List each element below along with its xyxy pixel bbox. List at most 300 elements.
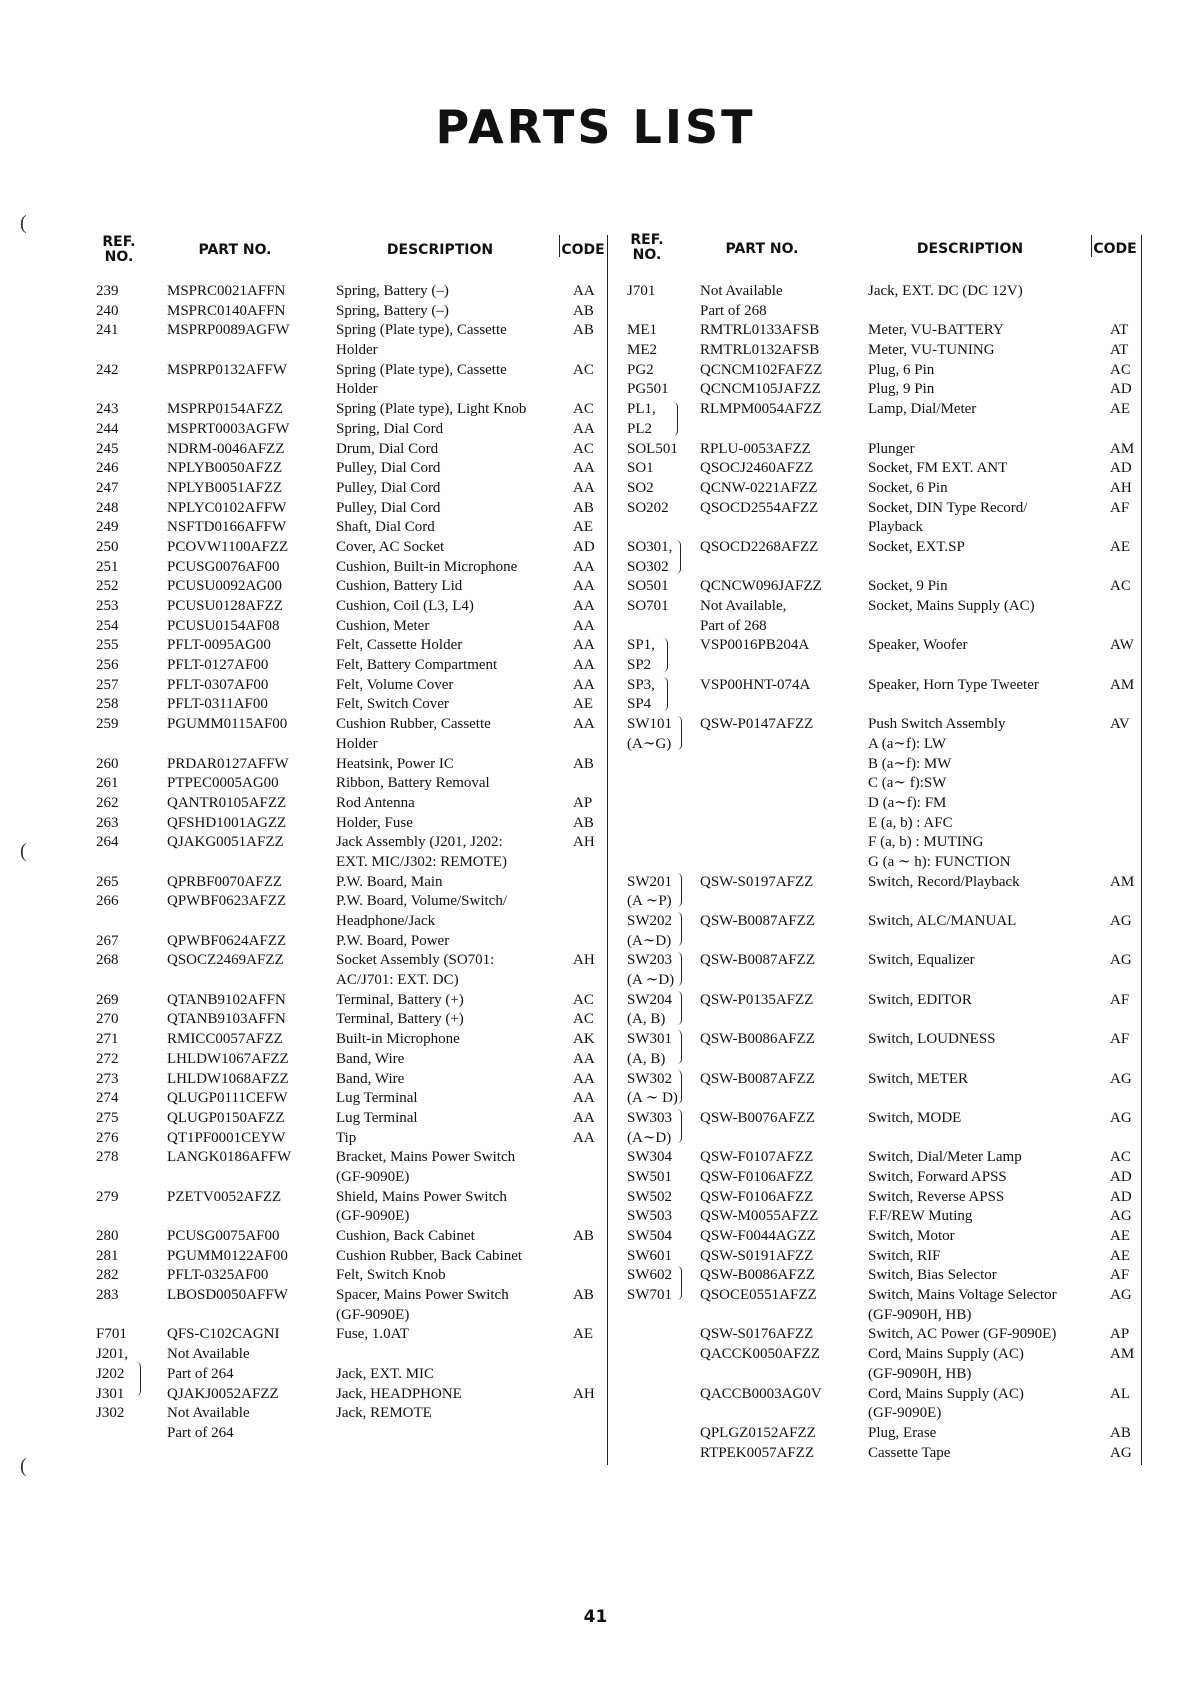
- part-no-cell: RMTRL0132AFSB: [700, 342, 820, 359]
- part-no-cell: QSW-B0076AFZZ: [700, 1109, 816, 1126]
- description-cell: Socket, Mains Supply (AC): [868, 598, 1035, 614]
- ref-no-cell: SO701: [627, 598, 669, 614]
- part-no-cell: QSW-B0087AFZZ: [700, 1070, 816, 1087]
- code-cell: AC: [573, 1011, 594, 1028]
- part-no-cell: QLUGP0150AFZZ: [167, 1109, 285, 1126]
- ref-no-cell: SW302: [627, 1070, 672, 1087]
- code-cell: AF: [1110, 1031, 1130, 1048]
- description-cell: Cushion Rubber, Back Cabinet: [336, 1247, 523, 1264]
- code-cell: AA: [573, 558, 595, 575]
- code-cell: AW: [1110, 637, 1134, 654]
- part-no-cell: MSPRP0132AFFW: [167, 361, 288, 378]
- code-cell: AH: [573, 952, 595, 969]
- code-cell: AM: [1110, 676, 1135, 693]
- part-no-cell: PCOVW1100AFZZ: [167, 538, 289, 555]
- part-no-cell: Part of 268: [700, 302, 767, 319]
- ref-no-cell: 272: [96, 1050, 119, 1067]
- description-cell: Fuse, 1.0AT: [336, 1326, 409, 1343]
- description-cell: Switch, Equalizer: [868, 952, 975, 969]
- code-cell: AG: [1110, 1444, 1132, 1461]
- description-cell: B (a∼f): MW: [868, 755, 952, 772]
- code-cell: AG: [1110, 1287, 1132, 1304]
- part-no-cell: PCUSG0075AF00: [167, 1228, 280, 1244]
- brace-mark: [662, 677, 668, 711]
- ref-no-cell: SP4: [627, 696, 652, 713]
- ref-no-cell: 247: [96, 479, 119, 496]
- code-cell: AA: [573, 598, 595, 614]
- code-cell: AA: [573, 1050, 595, 1067]
- code-cell: AF: [1110, 499, 1130, 516]
- ref-no-cell: F701: [96, 1326, 127, 1343]
- code-cell: AD: [1110, 381, 1132, 398]
- code-cell: AE: [1110, 538, 1130, 555]
- description-cell: F (a, b) : MUTING: [868, 834, 984, 851]
- part-no-cell: QSW-M0055AFZZ: [700, 1208, 819, 1225]
- description-cell: Spring (Plate type), Cassette: [336, 322, 507, 339]
- ref-no-cell: 243: [96, 401, 119, 418]
- header-code: CODE: [561, 242, 605, 258]
- ref-no-cell: 266: [96, 893, 119, 910]
- description-cell: Pulley, Dial Cord: [336, 460, 441, 477]
- description-cell: E (a, b) : AFC: [868, 814, 953, 831]
- brace-mark: [676, 952, 682, 986]
- description-cell: Switch, MODE: [868, 1109, 962, 1126]
- ref-no-cell: 281: [96, 1247, 119, 1264]
- description-cell: P.W. Board, Power: [336, 932, 450, 949]
- part-no-cell: MSPRT0003AGFW: [167, 420, 290, 437]
- code-cell: AD: [573, 538, 595, 555]
- description-cell: Playback: [868, 519, 923, 536]
- ref-no-cell: (A ∼D): [627, 972, 675, 989]
- part-no-cell: Not Available,: [700, 598, 787, 614]
- description-cell: AC/J701: EXT. DC): [336, 972, 459, 989]
- description-cell: Cushion, Back Cabinet: [336, 1228, 475, 1244]
- part-no-cell: QJAKG0051AFZZ: [167, 834, 284, 851]
- part-no-cell: QSW-P0135AFZZ: [700, 991, 814, 1008]
- description-cell: (GF-9090E): [336, 1208, 410, 1225]
- brace-mark: [675, 540, 681, 574]
- code-cell: AA: [573, 617, 595, 634]
- description-cell: Socket, 9 Pin: [868, 578, 948, 595]
- code-cell: AE: [573, 1326, 593, 1343]
- code-cell: AB: [573, 1228, 594, 1244]
- part-no-cell: QT1PF0001CEYW: [167, 1129, 286, 1146]
- part-no-cell: QSW-F0106AFZZ: [700, 1168, 814, 1185]
- column-rule: [559, 235, 560, 257]
- ref-no-cell: 258: [96, 696, 119, 713]
- page-number: 41: [583, 1607, 608, 1627]
- ref-no-cell: SW201: [627, 873, 672, 890]
- ref-no-cell: 267: [96, 932, 119, 949]
- description-cell: EXT. MIC/J302: REMOTE): [336, 853, 507, 870]
- description-cell: Jack, EXT. DC (DC 12V): [868, 283, 1023, 299]
- description-cell: Holder: [336, 381, 378, 398]
- description-cell: Felt, Cassette Holder: [336, 637, 463, 654]
- part-no-cell: MSPRP0089AGFW: [167, 322, 290, 339]
- description-cell: Switch, Record/Playback: [868, 873, 1020, 890]
- code-cell: AA: [573, 479, 595, 496]
- code-cell: AH: [1110, 479, 1132, 496]
- part-no-cell: QTANB9102AFFN: [167, 991, 286, 1008]
- part-no-cell: QSW-S0197AFZZ: [700, 873, 814, 890]
- part-no-cell: PFLT-0325AF00: [167, 1267, 269, 1284]
- ref-no-cell: 262: [96, 794, 119, 811]
- description-cell: Plug, 6 Pin: [868, 361, 935, 378]
- ref-no-cell: 245: [96, 440, 119, 457]
- code-cell: AV: [1110, 716, 1130, 733]
- part-no-cell: PFLT-0127AF00: [167, 657, 269, 674]
- code-cell: AC: [1110, 361, 1131, 378]
- description-cell: Built-in Microphone: [336, 1031, 460, 1048]
- description-cell: Jack, HEADPHONE: [336, 1385, 462, 1402]
- code-cell: AG: [1110, 952, 1132, 969]
- part-no-cell: QPWBF0624AFZZ: [167, 932, 287, 949]
- description-cell: Felt, Switch Knob: [336, 1267, 446, 1284]
- ref-no-cell: SW202: [627, 913, 672, 929]
- description-cell: Bracket, Mains Power Switch: [336, 1149, 516, 1166]
- description-cell: Socket, 6 Pin: [868, 479, 948, 496]
- part-no-cell: NPLYB0051AFZZ: [167, 479, 283, 496]
- ref-no-cell: SW203: [627, 952, 672, 969]
- part-no-cell: RTPEK0057AFZZ: [700, 1444, 815, 1461]
- part-no-cell: QSW-F0044AGZZ: [700, 1228, 816, 1244]
- ref-no-cell: 260: [96, 755, 119, 772]
- code-cell: AG: [1110, 913, 1132, 929]
- part-no-cell: MSPRC0021AFFN: [167, 283, 286, 299]
- part-no-cell: QSW-S0191AFZZ: [700, 1247, 814, 1264]
- brace-mark: [676, 1109, 682, 1143]
- brace-mark: [676, 912, 682, 946]
- brace-mark: [135, 1362, 141, 1396]
- part-no-cell: QSW-P0147AFZZ: [700, 716, 814, 733]
- part-no-cell: RMTRL0133AFSB: [700, 322, 820, 339]
- description-cell: Lamp, Dial/Meter: [868, 401, 977, 418]
- ref-no-cell: 250: [96, 538, 119, 555]
- ref-no-cell: ME2: [627, 342, 657, 359]
- ref-no-cell: 276: [96, 1129, 119, 1146]
- description-cell: Cord, Mains Supply (AC): [868, 1346, 1024, 1363]
- description-cell: C (a∼ f):SW: [868, 775, 947, 792]
- ref-no-cell: SO302: [627, 558, 669, 575]
- ref-no-cell: 239: [96, 283, 119, 299]
- part-no-cell: QSOCD2554AFZZ: [700, 499, 819, 516]
- description-cell: Switch, Dial/Meter Lamp: [868, 1149, 1022, 1166]
- page-title: PARTS LIST: [435, 100, 756, 154]
- ref-no-cell: 251: [96, 558, 119, 575]
- code-cell: AK: [573, 1031, 595, 1048]
- part-no-cell: QCNW-0221AFZZ: [700, 479, 818, 496]
- part-no-cell: MSPRC0140AFFN: [167, 302, 286, 319]
- ref-no-cell: SW503: [627, 1208, 672, 1225]
- ref-no-cell: 268: [96, 952, 119, 969]
- part-no-cell: VSP0016PB204A: [700, 637, 810, 654]
- description-cell: Plunger: [868, 440, 915, 457]
- ref-no-cell: 269: [96, 991, 119, 1008]
- part-no-cell: MSPRP0154AFZZ: [167, 401, 283, 418]
- ref-no-cell: 278: [96, 1149, 119, 1166]
- description-cell: (GF-9090E): [336, 1168, 410, 1185]
- description-cell: Cassette Tape: [868, 1444, 951, 1461]
- part-no-cell: QFSHD1001AGZZ: [167, 814, 287, 831]
- ref-no-cell: (A∼D): [627, 932, 672, 949]
- ref-no-cell: SP3,: [627, 676, 655, 693]
- part-no-cell: QANTR0105AFZZ: [167, 794, 287, 811]
- description-cell: Socket, FM EXT. ANT: [868, 460, 1008, 477]
- description-cell: Jack Assembly (J201, J202:: [336, 834, 503, 851]
- code-cell: AB: [1110, 1424, 1131, 1441]
- description-cell: Pulley, Dial Cord: [336, 479, 441, 496]
- ref-no-cell: 256: [96, 657, 119, 674]
- code-cell: AE: [1110, 1247, 1130, 1264]
- description-cell: Band, Wire: [336, 1070, 405, 1087]
- part-no-cell: QSOCD2268AFZZ: [700, 538, 819, 555]
- description-cell: Band, Wire: [336, 1050, 405, 1067]
- header-code: CODE: [1093, 241, 1137, 257]
- ref-no-cell: 282: [96, 1267, 119, 1284]
- description-cell: A (a∼f): LW: [868, 735, 947, 752]
- part-no-cell: Part of 264: [167, 1365, 234, 1382]
- part-no-cell: QPWBF0623AFZZ: [167, 893, 287, 910]
- description-cell: Cushion, Battery Lid: [336, 578, 463, 595]
- description-cell: Spacer, Mains Power Switch: [336, 1287, 509, 1304]
- part-no-cell: PFLT-0095AG00: [167, 637, 271, 654]
- header-part-no: PART NO.: [725, 241, 799, 257]
- ref-no-cell: 265: [96, 873, 119, 890]
- part-no-cell: QCNCW096JAFZZ: [700, 578, 822, 595]
- part-no-cell: QCNCM105JAFZZ: [700, 381, 821, 398]
- description-cell: Switch, Mains Voltage Selector: [868, 1287, 1057, 1304]
- part-no-cell: Part of 264: [167, 1424, 234, 1441]
- brace-mark: [676, 873, 682, 907]
- code-cell: AB: [573, 814, 594, 831]
- description-cell: Speaker, Woofer: [868, 637, 968, 654]
- description-cell: Rod Antenna: [336, 794, 415, 811]
- ref-no-cell: 270: [96, 1011, 119, 1028]
- code-cell: AH: [573, 834, 595, 851]
- ref-no-cell: SO2: [627, 479, 654, 496]
- ref-no-cell: (A, B): [627, 1011, 666, 1028]
- part-no-cell: NSFTD0166AFFW: [167, 519, 287, 536]
- part-no-cell: QSOCJ2460AFZZ: [700, 460, 814, 477]
- code-cell: AC: [573, 991, 594, 1008]
- code-cell: AD: [1110, 1168, 1132, 1185]
- description-cell: Socket Assembly (SO701:: [336, 952, 495, 969]
- part-no-cell: PFLT-0311AF00: [167, 696, 268, 713]
- part-no-cell: QLUGP0111CEFW: [167, 1090, 288, 1107]
- ref-no-cell: 255: [96, 637, 119, 654]
- description-cell: Cushion, Built-in Microphone: [336, 558, 518, 575]
- part-no-cell: VSP00HNT-074A: [700, 676, 811, 693]
- ref-no-cell: SW602: [627, 1267, 672, 1284]
- code-cell: AA: [573, 676, 595, 693]
- part-no-cell: QTANB9103AFFN: [167, 1011, 286, 1028]
- ref-no-cell: SW601: [627, 1247, 672, 1264]
- part-no-cell: Not Available: [167, 1405, 250, 1422]
- ref-no-cell: (A ∼P): [627, 893, 672, 910]
- code-cell: AC: [573, 401, 594, 418]
- part-no-cell: QSOCZ2469AFZZ: [167, 952, 284, 969]
- part-no-cell: QCNCM102FAFZZ: [700, 361, 823, 378]
- description-cell: Felt, Volume Cover: [336, 676, 454, 693]
- ref-no-cell: 240: [96, 302, 119, 319]
- header-part-no: PART NO.: [198, 242, 272, 258]
- brace-mark: [676, 716, 682, 750]
- description-cell: Jack, EXT. MIC: [336, 1365, 435, 1382]
- ref-no-cell: 263: [96, 814, 119, 831]
- part-no-cell: RLMPM0054AFZZ: [700, 401, 822, 418]
- ref-no-cell: PL2: [627, 420, 653, 437]
- ref-no-cell: (A, B): [627, 1050, 666, 1067]
- ref-no-cell: SP1,: [627, 637, 655, 654]
- ref-no-cell: 264: [96, 834, 119, 851]
- part-no-cell: RPLU-0053AFZZ: [700, 440, 811, 457]
- code-cell: AM: [1110, 873, 1135, 890]
- ref-no-cell: 283: [96, 1287, 119, 1304]
- column-rule: [1091, 235, 1092, 257]
- part-no-cell: PZETV0052AFZZ: [167, 1188, 282, 1205]
- part-no-cell: RMICC0057AFZZ: [167, 1031, 283, 1048]
- description-cell: Felt, Battery Compartment: [336, 657, 498, 674]
- part-no-cell: LANGK0186AFFW: [167, 1149, 292, 1166]
- ref-no-cell: 254: [96, 617, 119, 634]
- part-no-cell: QPRBF0070AFZZ: [167, 873, 283, 890]
- description-cell: Switch, ALC/MANUAL: [868, 913, 1017, 929]
- description-cell: Meter, VU-BATTERY: [868, 322, 1004, 339]
- description-cell: (GF-9090H, HB): [868, 1306, 972, 1323]
- description-cell: Felt, Switch Cover: [336, 696, 449, 713]
- code-cell: AB: [573, 755, 594, 772]
- ref-no-cell: SW502: [627, 1188, 672, 1205]
- code-cell: AL: [1110, 1385, 1130, 1402]
- part-no-cell: PCUSG0076AF00: [167, 558, 280, 575]
- ref-no-cell: 252: [96, 578, 119, 595]
- part-no-cell: PRDAR0127AFFW: [167, 755, 289, 772]
- code-cell: AC: [573, 361, 594, 378]
- description-cell: Switch, LOUDNESS: [868, 1031, 996, 1048]
- ref-no-cell: SW701: [627, 1287, 672, 1304]
- description-cell: Socket, EXT.SP: [868, 538, 965, 555]
- code-cell: AB: [573, 322, 594, 339]
- code-cell: AB: [573, 1287, 594, 1304]
- description-cell: P.W. Board, Main: [336, 873, 443, 890]
- ref-no-cell: SO301,: [627, 538, 673, 555]
- part-no-cell: QSW-F0107AFZZ: [700, 1149, 814, 1166]
- ref-no-cell: SW504: [627, 1228, 672, 1244]
- description-cell: Switch, Reverse APSS: [868, 1188, 1005, 1205]
- description-cell: Cushion, Meter: [336, 617, 430, 634]
- description-cell: Holder: [336, 342, 378, 359]
- description-cell: Switch, AC Power (GF-9090E): [868, 1326, 1057, 1343]
- description-cell: Spring (Plate type), Light Knob: [336, 401, 527, 418]
- description-cell: Shaft, Dial Cord: [336, 519, 435, 536]
- description-cell: Lug Terminal: [336, 1090, 418, 1107]
- ref-no-cell: 241: [96, 322, 119, 339]
- code-cell: AE: [573, 519, 593, 536]
- description-cell: Plug, Erase: [868, 1424, 937, 1441]
- description-cell: Push Switch Assembly: [868, 716, 1006, 733]
- description-cell: Spring, Dial Cord: [336, 420, 444, 437]
- code-cell: AF: [1110, 991, 1130, 1008]
- part-no-cell: PCUSU0154AF08: [167, 617, 280, 634]
- ref-no-cell: SW101: [627, 716, 672, 733]
- code-cell: AB: [573, 499, 594, 516]
- ref-no-cell: (A∼G): [627, 735, 672, 752]
- ref-no-cell: 257: [96, 676, 119, 693]
- brace-mark: [662, 638, 668, 672]
- ref-no-cell: 274: [96, 1090, 119, 1107]
- part-no-cell: Part of 268: [700, 617, 767, 634]
- description-cell: (GF-9090E): [868, 1405, 942, 1422]
- code-cell: AG: [1110, 1070, 1132, 1087]
- code-cell: AA: [573, 460, 595, 477]
- description-cell: Holder: [336, 735, 378, 752]
- code-cell: AA: [573, 1070, 595, 1087]
- ref-no-cell: J301: [96, 1385, 125, 1402]
- description-cell: D (a∼f): FM: [868, 794, 947, 811]
- description-cell: (GF-9090E): [336, 1306, 410, 1323]
- code-cell: AT: [1110, 322, 1129, 339]
- description-cell: Drum, Dial Cord: [336, 440, 439, 457]
- description-cell: Terminal, Battery (+): [336, 991, 464, 1008]
- part-no-cell: NDRM-0046AFZZ: [167, 440, 285, 457]
- description-cell: Cushion Rubber, Cassette: [336, 716, 491, 733]
- header-description: DESCRIPTION: [386, 242, 494, 258]
- part-no-cell: PGUMM0115AF00: [167, 716, 288, 733]
- part-no-cell: PGUMM0122AF00: [167, 1247, 288, 1264]
- code-cell: AG: [1110, 1109, 1132, 1126]
- description-cell: Tip: [336, 1129, 357, 1146]
- header-ref-no: REF. NO.: [630, 232, 664, 263]
- column-rule: [607, 235, 608, 1465]
- ref-no-cell: SO1: [627, 460, 654, 477]
- ref-no-cell: 244: [96, 420, 119, 437]
- description-cell: Plug, 9 Pin: [868, 381, 935, 398]
- header-ref-no: REF. NO.: [102, 234, 136, 265]
- ref-no-cell: SW303: [627, 1109, 672, 1126]
- description-cell: Cord, Mains Supply (AC): [868, 1385, 1024, 1402]
- description-cell: Heatsink, Power IC: [336, 755, 454, 772]
- ref-no-cell: (A ∼ D): [627, 1090, 678, 1107]
- ref-no-cell: 246: [96, 460, 119, 477]
- description-cell: Shield, Mains Power Switch: [336, 1188, 507, 1205]
- part-no-cell: QFS-C102CAGNI: [167, 1326, 280, 1343]
- description-cell: Switch, RIF: [868, 1247, 941, 1264]
- code-cell: AM: [1110, 1346, 1135, 1363]
- part-no-cell: QACCB0003AG0V: [700, 1385, 822, 1402]
- description-cell: Switch, Bias Selector: [868, 1267, 997, 1284]
- code-cell: AE: [1110, 1228, 1130, 1244]
- description-cell: Socket, DIN Type Record/: [868, 499, 1028, 516]
- ref-no-cell: J201,: [96, 1346, 129, 1363]
- code-cell: AA: [573, 1129, 595, 1146]
- code-cell: AA: [573, 637, 595, 654]
- code-cell: AA: [573, 578, 595, 595]
- description-cell: P.W. Board, Volume/Switch/: [336, 893, 507, 910]
- part-no-cell: QPLGZ0152AFZZ: [700, 1424, 816, 1441]
- description-cell: G (a ∼ h): FUNCTION: [868, 853, 1011, 870]
- ref-no-cell: 242: [96, 361, 119, 378]
- ref-no-cell: SO501: [627, 578, 669, 595]
- description-cell: Spring (Plate type), Cassette: [336, 361, 507, 378]
- code-cell: AH: [573, 1385, 595, 1402]
- ref-no-cell: SW501: [627, 1168, 672, 1185]
- margin-mark: (: [20, 212, 27, 234]
- part-no-cell: Not Available: [167, 1346, 250, 1363]
- brace-mark: [676, 1030, 682, 1064]
- code-cell: AC: [1110, 578, 1131, 595]
- part-no-cell: Not Available: [700, 283, 783, 299]
- description-cell: Meter, VU-TUNING: [868, 342, 995, 359]
